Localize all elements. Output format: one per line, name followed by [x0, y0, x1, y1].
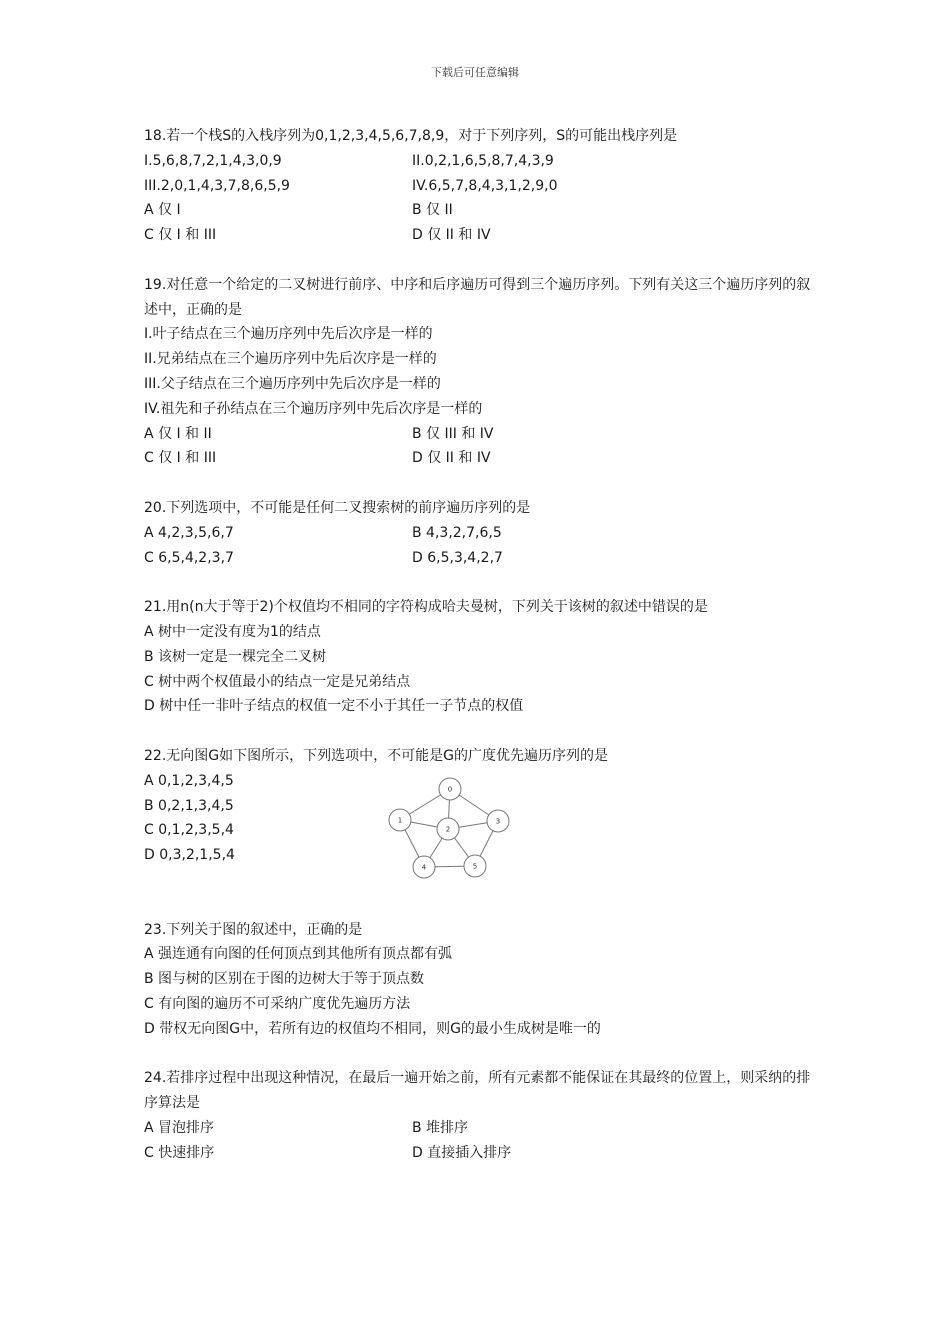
question-items-row: [144, 149, 824, 174]
undirected-graph-g: [384, 777, 524, 887]
question-20: [144, 496, 824, 570]
question-stem: 21.用n(n大于等于2)个权值均不相同的字符构成哈夫曼树，下列关于该树的叙述中错误的是: [144, 599, 708, 616]
option-a: A 仅 I 和 II: [144, 425, 212, 442]
question-24: [144, 1066, 824, 1165]
option-d: D 仅 II 和 IV: [412, 227, 491, 244]
option-b: B 该树一定是一棵完全二叉树: [144, 648, 327, 665]
option-c: C 仅 I 和 III: [144, 227, 217, 244]
question-stem: 18.若一个栈S的入栈序列为0,1,2,3,4,5,6,7,8,9，对于下列序列，S的可能出栈序列是: [144, 128, 678, 144]
option-d: D 仅 II 和 IV: [412, 450, 491, 467]
question-stem: 20.下列选项中，不可能是任何二叉搜索树的前序遍历序列的是: [144, 499, 531, 516]
option-c: C 树中两个权值最小的结点一定是兄弟结点: [144, 673, 411, 690]
options-row: [144, 1116, 824, 1141]
option-a: A 强连通有向图的任何顶点到其他所有顶点都有弧: [144, 946, 453, 963]
question-23: [144, 918, 824, 1042]
item: III.2,0,1,4,3,7,8,6,5,9: [144, 177, 290, 194]
options-row: [144, 521, 824, 546]
graph-node-label-4: 4: [421, 863, 427, 872]
document-body: [144, 124, 824, 1190]
graph-node-label-1: 1: [397, 816, 403, 825]
option-d: D 树中任一非叶子结点的权值一定不小于其任一子节点的权值: [144, 698, 524, 715]
options-row: [144, 446, 824, 471]
question-stem: 19.对任意一个给定的二叉树进行前序、中序和后序遍历可得到三个遍历序列。下列有关这三个遍历序列的叙述中，正确的是: [144, 276, 811, 318]
option-b: B 0,2,1,3,4,5: [144, 797, 234, 814]
option-a: A 仅 I: [144, 202, 181, 219]
option-a: A 4,2,3,5,6,7: [144, 524, 234, 541]
item: IV.祖先和子孙结点在三个遍历序列中先后次序是一样的: [144, 400, 483, 417]
question-19: [144, 273, 824, 471]
question-18: [144, 124, 824, 248]
option-b: B 4,3,2,7,6,5: [412, 524, 502, 541]
options-row: [144, 546, 824, 571]
question-stem: 22.无向图G如下图所示，下列选项中，不可能是G的广度优先遍历序列的是: [144, 747, 608, 764]
options-row: [144, 1141, 824, 1166]
graph-node-label-0: 0: [447, 785, 453, 794]
options-row: [144, 198, 824, 223]
graph-node-label-3: 3: [495, 817, 501, 826]
option-d: D 直接插入排序: [412, 1144, 512, 1161]
question-stem: 23.下列关于图的叙述中，正确的是: [144, 921, 363, 938]
option-d: D 带权无向图G中，若所有边的权值均不相同，则G的最小生成树是唯一的: [144, 1020, 601, 1037]
page-header: 下载后可任意编辑: [431, 66, 519, 79]
option-c: C 有向图的遍历不可采纳广度优先遍历方法: [144, 995, 411, 1012]
question-22: [144, 744, 824, 893]
option-b: B 堆排序: [412, 1119, 469, 1136]
item: I.叶子结点在三个遍历序列中先后次序是一样的: [144, 326, 433, 343]
option-d: D 0,3,2,1,5,4: [144, 847, 235, 864]
option-c: C 仅 I 和 III: [144, 450, 217, 467]
options-row: [144, 422, 824, 447]
option-a: A 0,1,2,3,4,5: [144, 772, 234, 789]
option-b: B 仅 III 和 IV: [412, 425, 494, 442]
question-stem: 24.若排序过程中出现这种情况，在最后一遍开始之前，所有元素都不能保证在其最终的位置上，则采纳的排序算法是: [144, 1070, 811, 1112]
graph-node-label-5: 5: [472, 862, 478, 871]
option-c: C 0,1,2,3,5,4: [144, 822, 234, 839]
options-row: [144, 223, 824, 248]
question-items-row: [144, 174, 824, 199]
option-a: A 树中一定没有度为1的结点: [144, 623, 321, 640]
item: II.兄弟结点在三个遍历序列中先后次序是一样的: [144, 351, 437, 368]
item: IV.6,5,7,8,4,3,1,2,9,0: [412, 177, 558, 194]
option-d: D 6,5,3,4,2,7: [412, 549, 503, 566]
option-b: B 仅 II: [412, 202, 453, 219]
item: III.父子结点在三个遍历序列中先后次序是一样的: [144, 375, 441, 392]
option-b: B 图与树的区别在于图的边树大于等于顶点数: [144, 971, 425, 988]
option-c: C 6,5,4,2,3,7: [144, 549, 234, 566]
item: I.5,6,8,7,2,1,4,3,0,9: [144, 152, 282, 169]
option-a: A 冒泡排序: [144, 1119, 215, 1136]
option-c: C 快速排序: [144, 1144, 215, 1161]
item: II.0,2,1,6,5,8,7,4,3,9: [412, 152, 554, 169]
graph-node-label-2: 2: [445, 825, 451, 834]
question-21: [144, 595, 824, 719]
options-with-graph: [144, 769, 824, 893]
